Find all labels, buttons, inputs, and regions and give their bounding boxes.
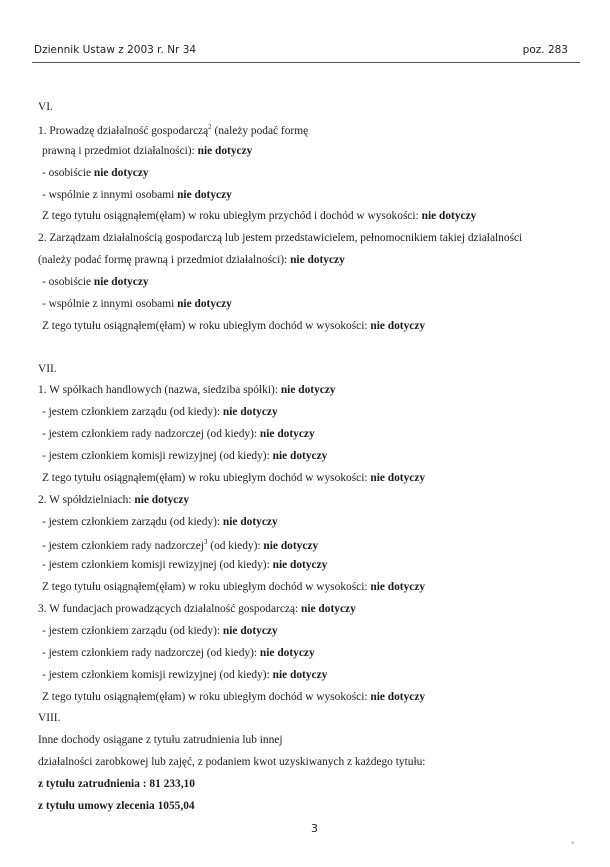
section-vi-line-2: prawną i przedmiot działalności): nie dotyczy	[42, 145, 253, 157]
section-vi-line-7: (należy podać formę prawną i przedmiot działalności): nie dotyczy	[38, 254, 345, 266]
section-vii-line-5: Z tego tytułu osiągnąłem(ęłam) w roku ubiegłym dochód w wysokości: nie dotyczy	[42, 472, 426, 484]
section-vii-line-3: - jestem członkiem rady nadzorczej (od kiedy): nie dotyczy	[42, 428, 315, 440]
section-vii-line-15: Z tego tytułu osiągnąłem(ęłam) w roku ubiegłym dochód w wysokości: nie dotyczy	[42, 691, 426, 703]
section-viii-line-3: z tytułu zatrudnienia : 81 233,10	[38, 778, 195, 790]
section-vi-line-1: 1. Prowadzę działalność gospodarczą$^2$ (należy podać formę	[38, 123, 309, 137]
section-vi-line-10: Z tego tytułu osiągnąłem(ęłam) w roku ubiegłym dochód w wysokości: nie dotyczy	[42, 320, 426, 332]
section-vii-line-14: - jestem członkiem komisji rewizyjnej (od kiedy): nie dotyczy	[42, 669, 328, 681]
section-vii-line-4: - jestem członkiem komisji rewizyjnej (od kiedy): nie dotyczy	[42, 450, 328, 462]
section-viii-line-4: z tytułu umowy zlecenia 1055,04	[38, 800, 195, 812]
section-viii-heading: VIII.	[38, 712, 61, 724]
section-vii-line-11: 3. W fundacjach prowadzących działalność gospodarczą: nie dotyczy	[38, 603, 356, 615]
section-vi-line-6: 2. Zarządzam działalnością gospodarczą lub jestem przedstawicielem, pełnomocnikiem takiej działalności	[38, 232, 523, 244]
section-vii-line-13: - jestem członkiem rady nadzorczej (od kiedy): nie dotyczy	[42, 647, 315, 659]
section-vi-line-4: - wspólnie z innymi osobami nie dotyczy	[42, 189, 232, 201]
section-vii-line-1: 1. W spółkach handlowych (nazwa, siedziba spółki): nie dotyczy	[38, 384, 336, 396]
section-vi-heading: VI.	[38, 101, 53, 113]
section-vii-line-7: - jestem członkiem zarządu (od kiedy): nie dotyczy	[42, 516, 278, 528]
section-viii-line-2: działalności zarobkowej lub zajęć, z podaniem kwot uzyskiwanych z każdego tytułu:	[38, 756, 426, 768]
section-vi-line-8: - osobiście nie dotyczy	[42, 276, 149, 288]
section-vii-line-9: - jestem członkiem komisji rewizyjnej (od kiedy): nie dotyczy	[42, 559, 328, 571]
section-vi-line-5: Z tego tytułu osiągnąłem(ęłam) w roku ubiegłym przychód i dochód w wysokości: nie dotyczy	[42, 210, 477, 222]
section-vii-line-10: Z tego tytułu osiągnąłem(ęłam) w roku ubiegłym dochód w wysokości: nie dotyczy	[42, 581, 426, 593]
section-viii-line-1: Inne dochody osiągane z tytułu zatrudnienia lub innej	[38, 734, 283, 746]
section-vii-line-6: 2. W spółdzielniach: nie dotyczy	[38, 494, 190, 506]
section-vii-line-2: - jestem członkiem zarządu (od kiedy): nie dotyczy	[42, 406, 278, 418]
journal-title: Dziennik Ustaw z 2003 r. Nr 34	[34, 44, 197, 56]
page-number: 3	[311, 822, 318, 835]
section-vii-heading: VII.	[38, 363, 57, 375]
corner-mark: *	[571, 840, 575, 848]
section-vii-line-8: - jestem członkiem rady nadzorczej$^3$ (od kiedy): nie dotyczy	[42, 538, 319, 552]
section-vii-line-12: - jestem członkiem zarządu (od kiedy): nie dotyczy	[42, 625, 278, 637]
section-vi-line-3: - osobiście nie dotyczy	[42, 167, 149, 179]
header-divider	[32, 62, 580, 63]
section-vi-line-9: - wspólnie z innymi osobami nie dotyczy	[42, 298, 232, 310]
position-number: poz. 283	[522, 44, 568, 56]
